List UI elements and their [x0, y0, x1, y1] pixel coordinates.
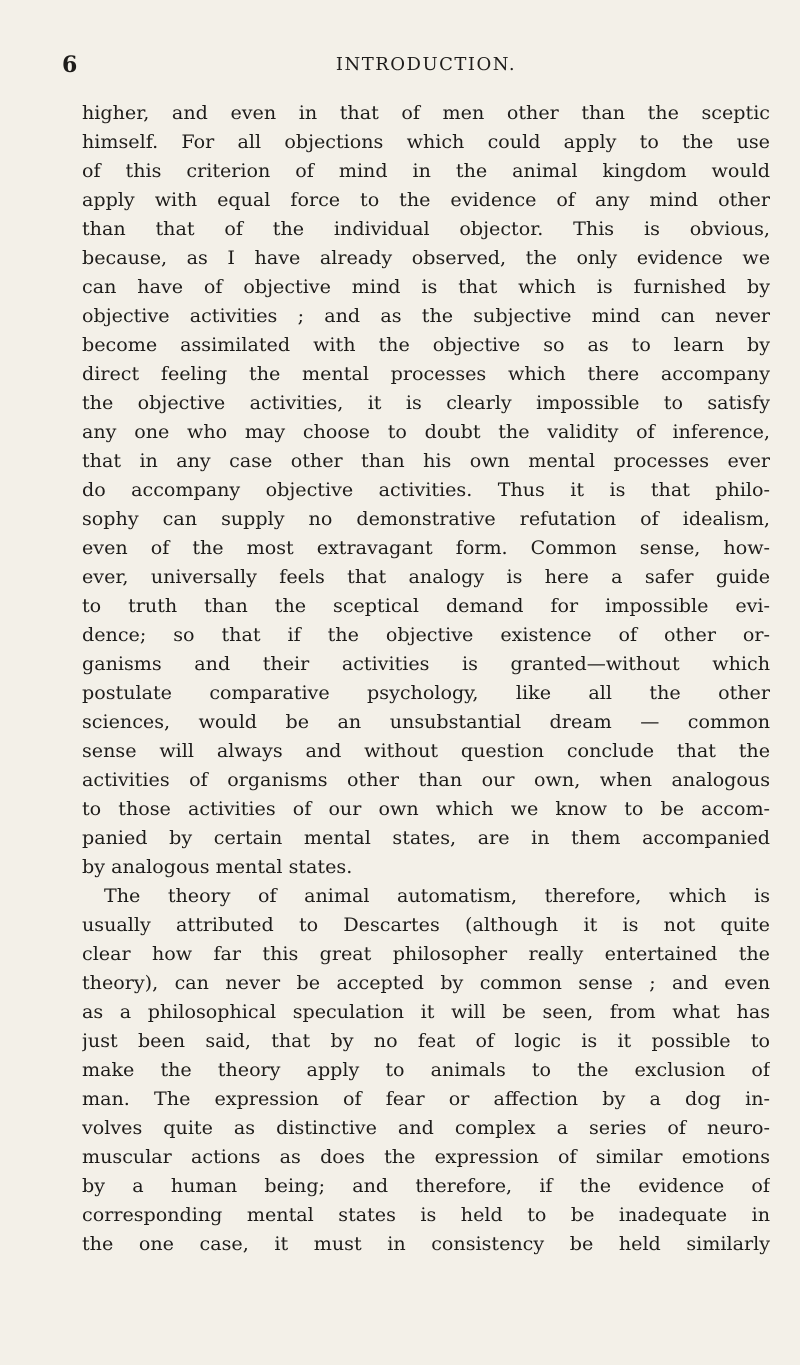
text-line: theory), can never be accepted by common sense ; and even [82, 971, 770, 994]
running-head [62, 52, 770, 80]
text-line: higher, and even in that of men other than the sceptic [82, 101, 770, 124]
text-line: activities of organisms other than our own, when analogous [82, 768, 770, 791]
text-line: of this criterion of mind in the animal kingdom would [82, 159, 770, 182]
text-line: direct feeling the mental processes which there accompany [82, 362, 770, 385]
text-line: to those activities of our own which we know to be accom- [82, 797, 770, 820]
text-line: than that of the individual objector. This is obvious, [82, 217, 770, 240]
text-line: sciences, would be an unsubstantial dream — common [82, 710, 770, 733]
text-line: the objective activities, it is clearly impossible to satisfy [82, 391, 770, 414]
text-line: even of the most extravagant form. Common sense, how- [82, 536, 770, 559]
text-line: make the theory apply to animals to the exclusion of [82, 1058, 770, 1081]
text-line: apply with equal force to the evidence of any mind other [82, 188, 770, 211]
text-line: become assimilated with the objective so as to learn by [82, 333, 770, 356]
text-line: can have of objective mind is that which is furnished by [82, 275, 770, 298]
text-line: clear how far this great philosopher really entertained the [82, 942, 770, 965]
text-line: because, as I have already observed, the only evidence we [82, 246, 770, 269]
text-line: dence; so that if the objective existence of other or- [82, 623, 770, 646]
text-line: himself. For all objections which could apply to the use [82, 130, 770, 153]
text-line: any one who may choose to doubt the validity of inference, [82, 420, 770, 443]
text-line: man. The expression of fear or affection by a dog in- [82, 1087, 770, 1110]
text-line: postulate comparative psychology, like all the other [82, 681, 770, 704]
running-title: INTRODUCTION. [335, 54, 517, 75]
text-line: sophy can supply no demonstrative refutation of idealism, [82, 507, 770, 530]
text-line: muscular actions as does the expression of similar emotions [82, 1145, 770, 1168]
text-line: the one case, it must in consistency be held similarly [82, 1232, 770, 1255]
text-line: by analogous mental states. [82, 855, 353, 878]
text-line: corresponding mental states is held to be inadequate in [82, 1203, 770, 1226]
text-line: objective activities ; and as the subjective mind can never [82, 304, 770, 327]
page-number: 6 [62, 52, 78, 78]
text-line: that in any case other than his own mental processes ever [82, 449, 770, 472]
text-line: to truth than the sceptical demand for impossible evi- [82, 594, 770, 617]
text-line: usually attributed to Descartes (although it is not quite [82, 913, 770, 936]
text-line: do accompany objective activities. Thus it is that philo- [82, 478, 770, 501]
text-line: panied by certain mental states, are in them accompanied [82, 826, 770, 849]
text-line: just been said, that by no feat of logic is it possible to [82, 1029, 770, 1052]
text-line: volves quite as distinctive and complex a series of neuro- [82, 1116, 770, 1139]
text-line: as a philosophical speculation it will be seen, from what has [82, 1000, 770, 1023]
text-line: The theory of animal automatism, therefore, which is [104, 884, 770, 907]
body-text [82, 98, 770, 1258]
text-line: ever, universally feels that analogy is here a safer guide [82, 565, 770, 588]
text-line: ganisms and their activities is granted—without which [82, 652, 770, 675]
text-line: by a human being; and therefore, if the evidence of [82, 1174, 770, 1197]
text-line: sense will always and without question conclude that the [82, 739, 770, 762]
